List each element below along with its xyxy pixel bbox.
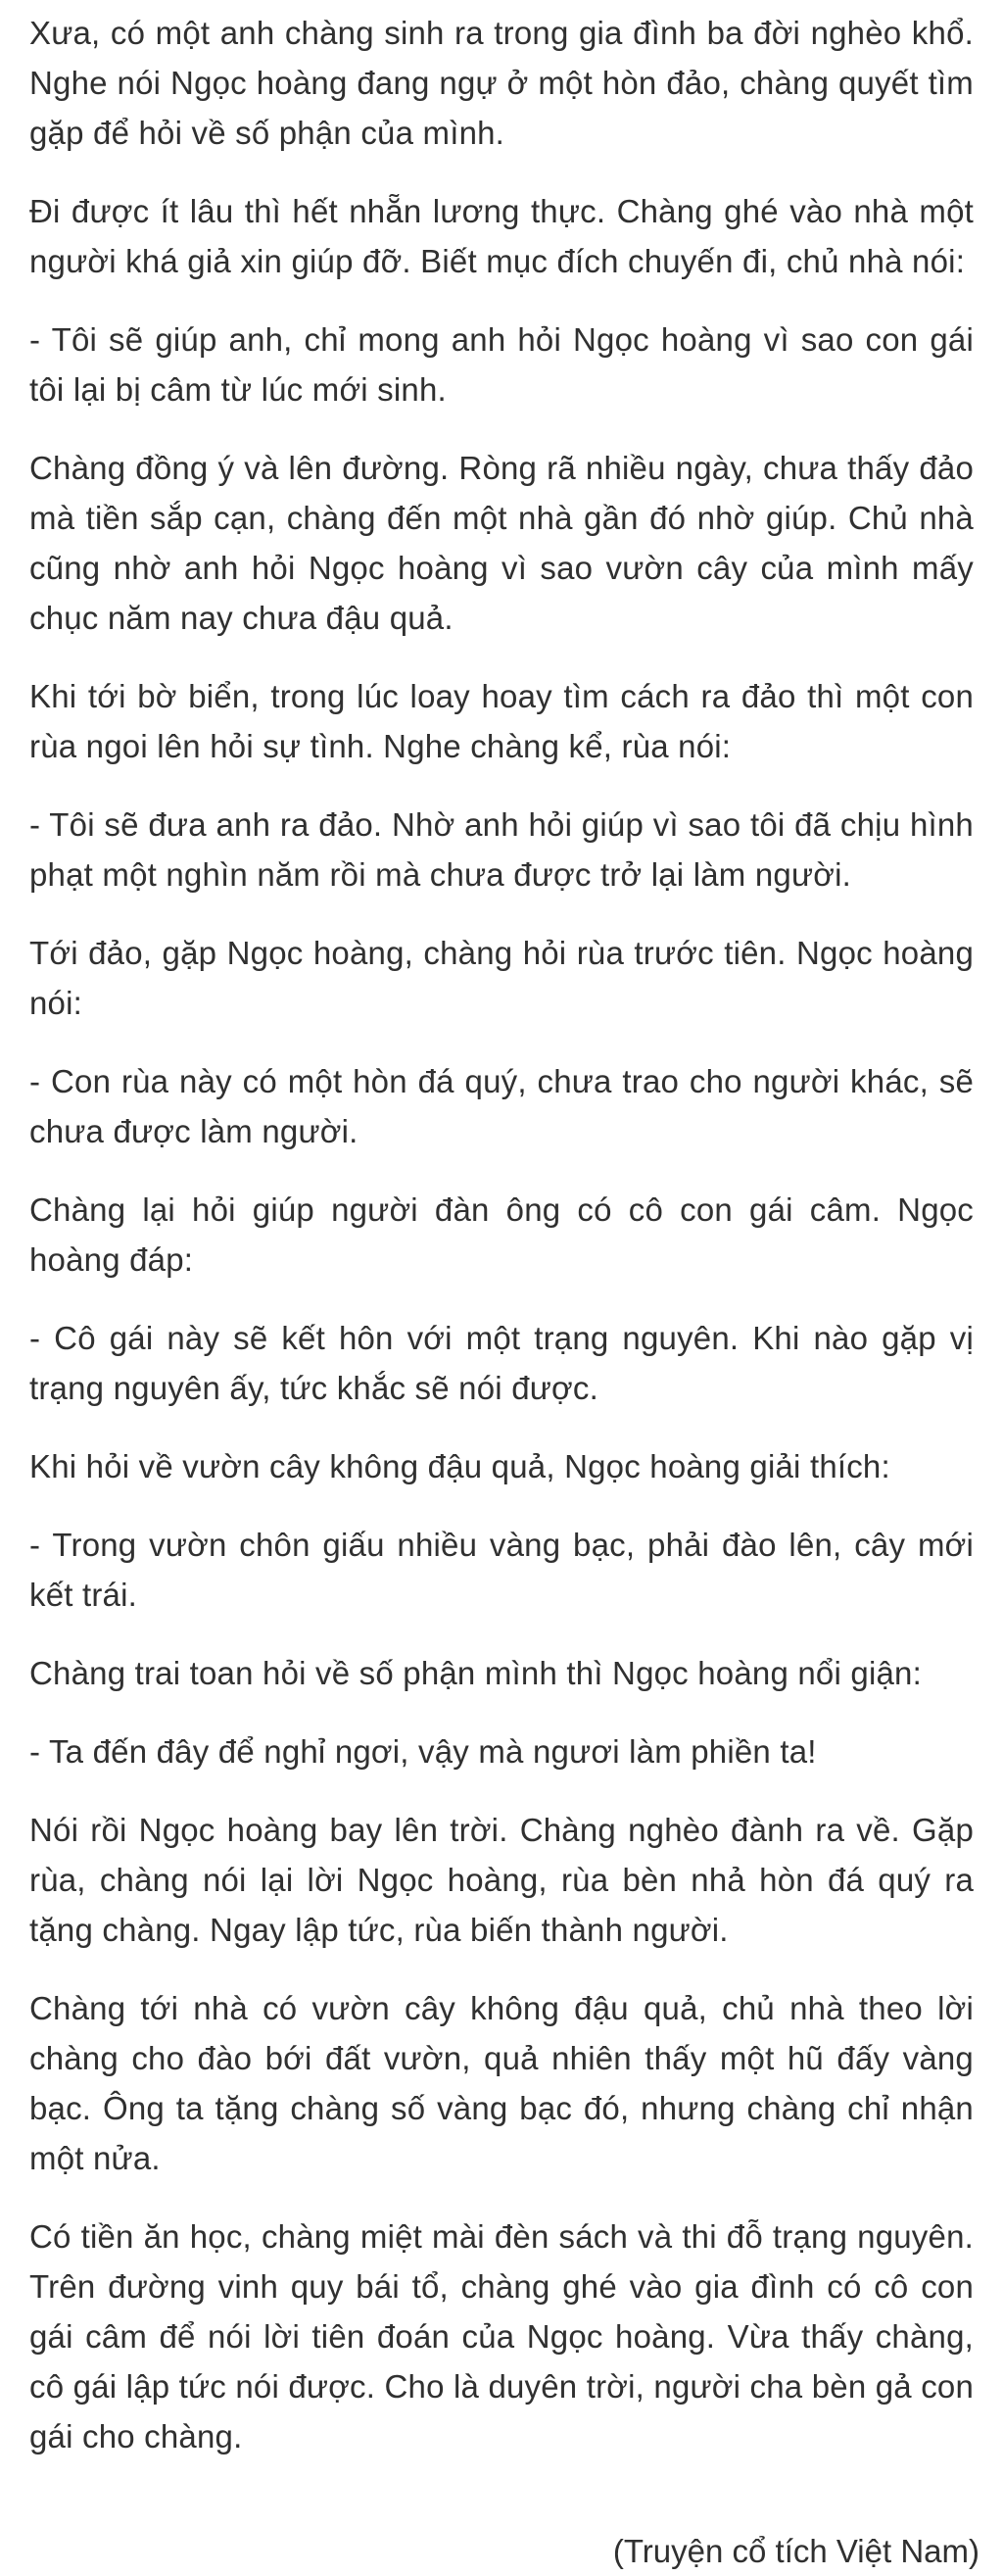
story-paragraph: Chàng đồng ý và lên đường. Ròng rã nhiều ngày, chưa thấy đảo mà tiền sắp cạn, chàng đến một nhà gần đó nhờ giúp. Chủ nhà cũng nhờ anh hỏi Ngọc hoàng vì sao vườn cây của mình mấy chục năm nay chưa đậu quả.	[29, 450, 974, 636]
story-paragraph: - Cô gái này sẽ kết hôn với một trạng nguyên. Khi nào gặp vị trạng nguyên ấy, tức khắc sẽ nói được.	[29, 1320, 974, 1406]
story-paragraph: - Tôi sẽ giúp anh, chỉ mong anh hỏi Ngọc hoàng vì sao con gái tôi lại bị câm từ lúc mới sinh.	[29, 321, 974, 408]
story-attribution: (Truyện cổ tích Việt Nam)	[612, 2533, 979, 2569]
story-paragraph: Chàng lại hỏi giúp người đàn ông có cô con gái câm. Ngọc hoàng đáp:	[29, 1191, 974, 1278]
story-paragraph: Chàng tới nhà có vườn cây không đậu quả, chủ nhà theo lời chàng cho đào bới đất vườn, quả nhiên thấy một hũ đấy vàng bạc. Ông ta tặng chàng số vàng bạc đó, nhưng chàng chỉ nhận một nửa.	[29, 1990, 974, 2176]
story-paragraph: Chàng trai toan hỏi về số phận mình thì Ngọc hoàng nổi giận:	[29, 1655, 922, 1691]
story-paragraph: - Trong vườn chôn giấu nhiều vàng bạc, phải đào lên, cây mới kết trái.	[29, 1527, 974, 1613]
story-paragraph: Xưa, có một anh chàng sinh ra trong gia đình ba đời nghèo khổ. Nghe nói Ngọc hoàng đang ngự ở một hòn đảo, chàng quyết tìm gặp để hỏi về số phận của mình.	[29, 15, 974, 151]
story-paragraph: Tới đảo, gặp Ngọc hoàng, chàng hỏi rùa trước tiên. Ngọc hoàng nói:	[29, 935, 974, 1021]
story-paragraph: Khi hỏi về vườn cây không đậu quả, Ngọc hoàng giải thích:	[29, 1448, 890, 1484]
story-paragraph: Đi được ít lâu thì hết nhẵn lương thực. Chàng ghé vào nhà một người khá giả xin giúp đỡ. Biết mục đích chuyến đi, chủ nhà nói:	[29, 193, 974, 279]
story-paragraph: - Con rùa này có một hòn đá quý, chưa trao cho người khác, sẽ chưa được làm người.	[29, 1063, 974, 1149]
story-paragraph: - Ta đến đây để nghỉ ngơi, vậy mà ngươi làm phiền ta!	[29, 1733, 817, 1770]
story-paragraph: Có tiền ăn học, chàng miệt mài đèn sách và thi đỗ trạng nguyên. Trên đường vinh quy bái tổ, chàng ghé vào gia đình có cô con gái câm để nói lời tiên đoán của Ngọc hoàng. Vừa thấy chàng, cô gái lập tức nói được. Cho là duyên trời, người cha bèn gả con gái cho chàng.	[29, 2218, 975, 2454]
story-paragraph: Khi tới bờ biển, trong lúc loay hoay tìm cách ra đảo thì một con rùa ngoi lên hỏi sự tình. Nghe chàng kể, rùa nói:	[29, 678, 974, 764]
story-paragraph: Nói rồi Ngọc hoàng bay lên trời. Chàng nghèo đành ra về. Gặp rùa, chàng nói lại lời Ngọc hoàng, rùa bèn nhả hòn đá quý ra tặng chàng. Ngay lập tức, rùa biến thành người.	[29, 1812, 974, 1948]
story-paragraph: - Tôi sẽ đưa anh ra đảo. Nhờ anh hỏi giúp vì sao tôi đã chịu hình phạt một nghìn năm rồi mà chưa được trở lại làm người.	[29, 806, 974, 893]
